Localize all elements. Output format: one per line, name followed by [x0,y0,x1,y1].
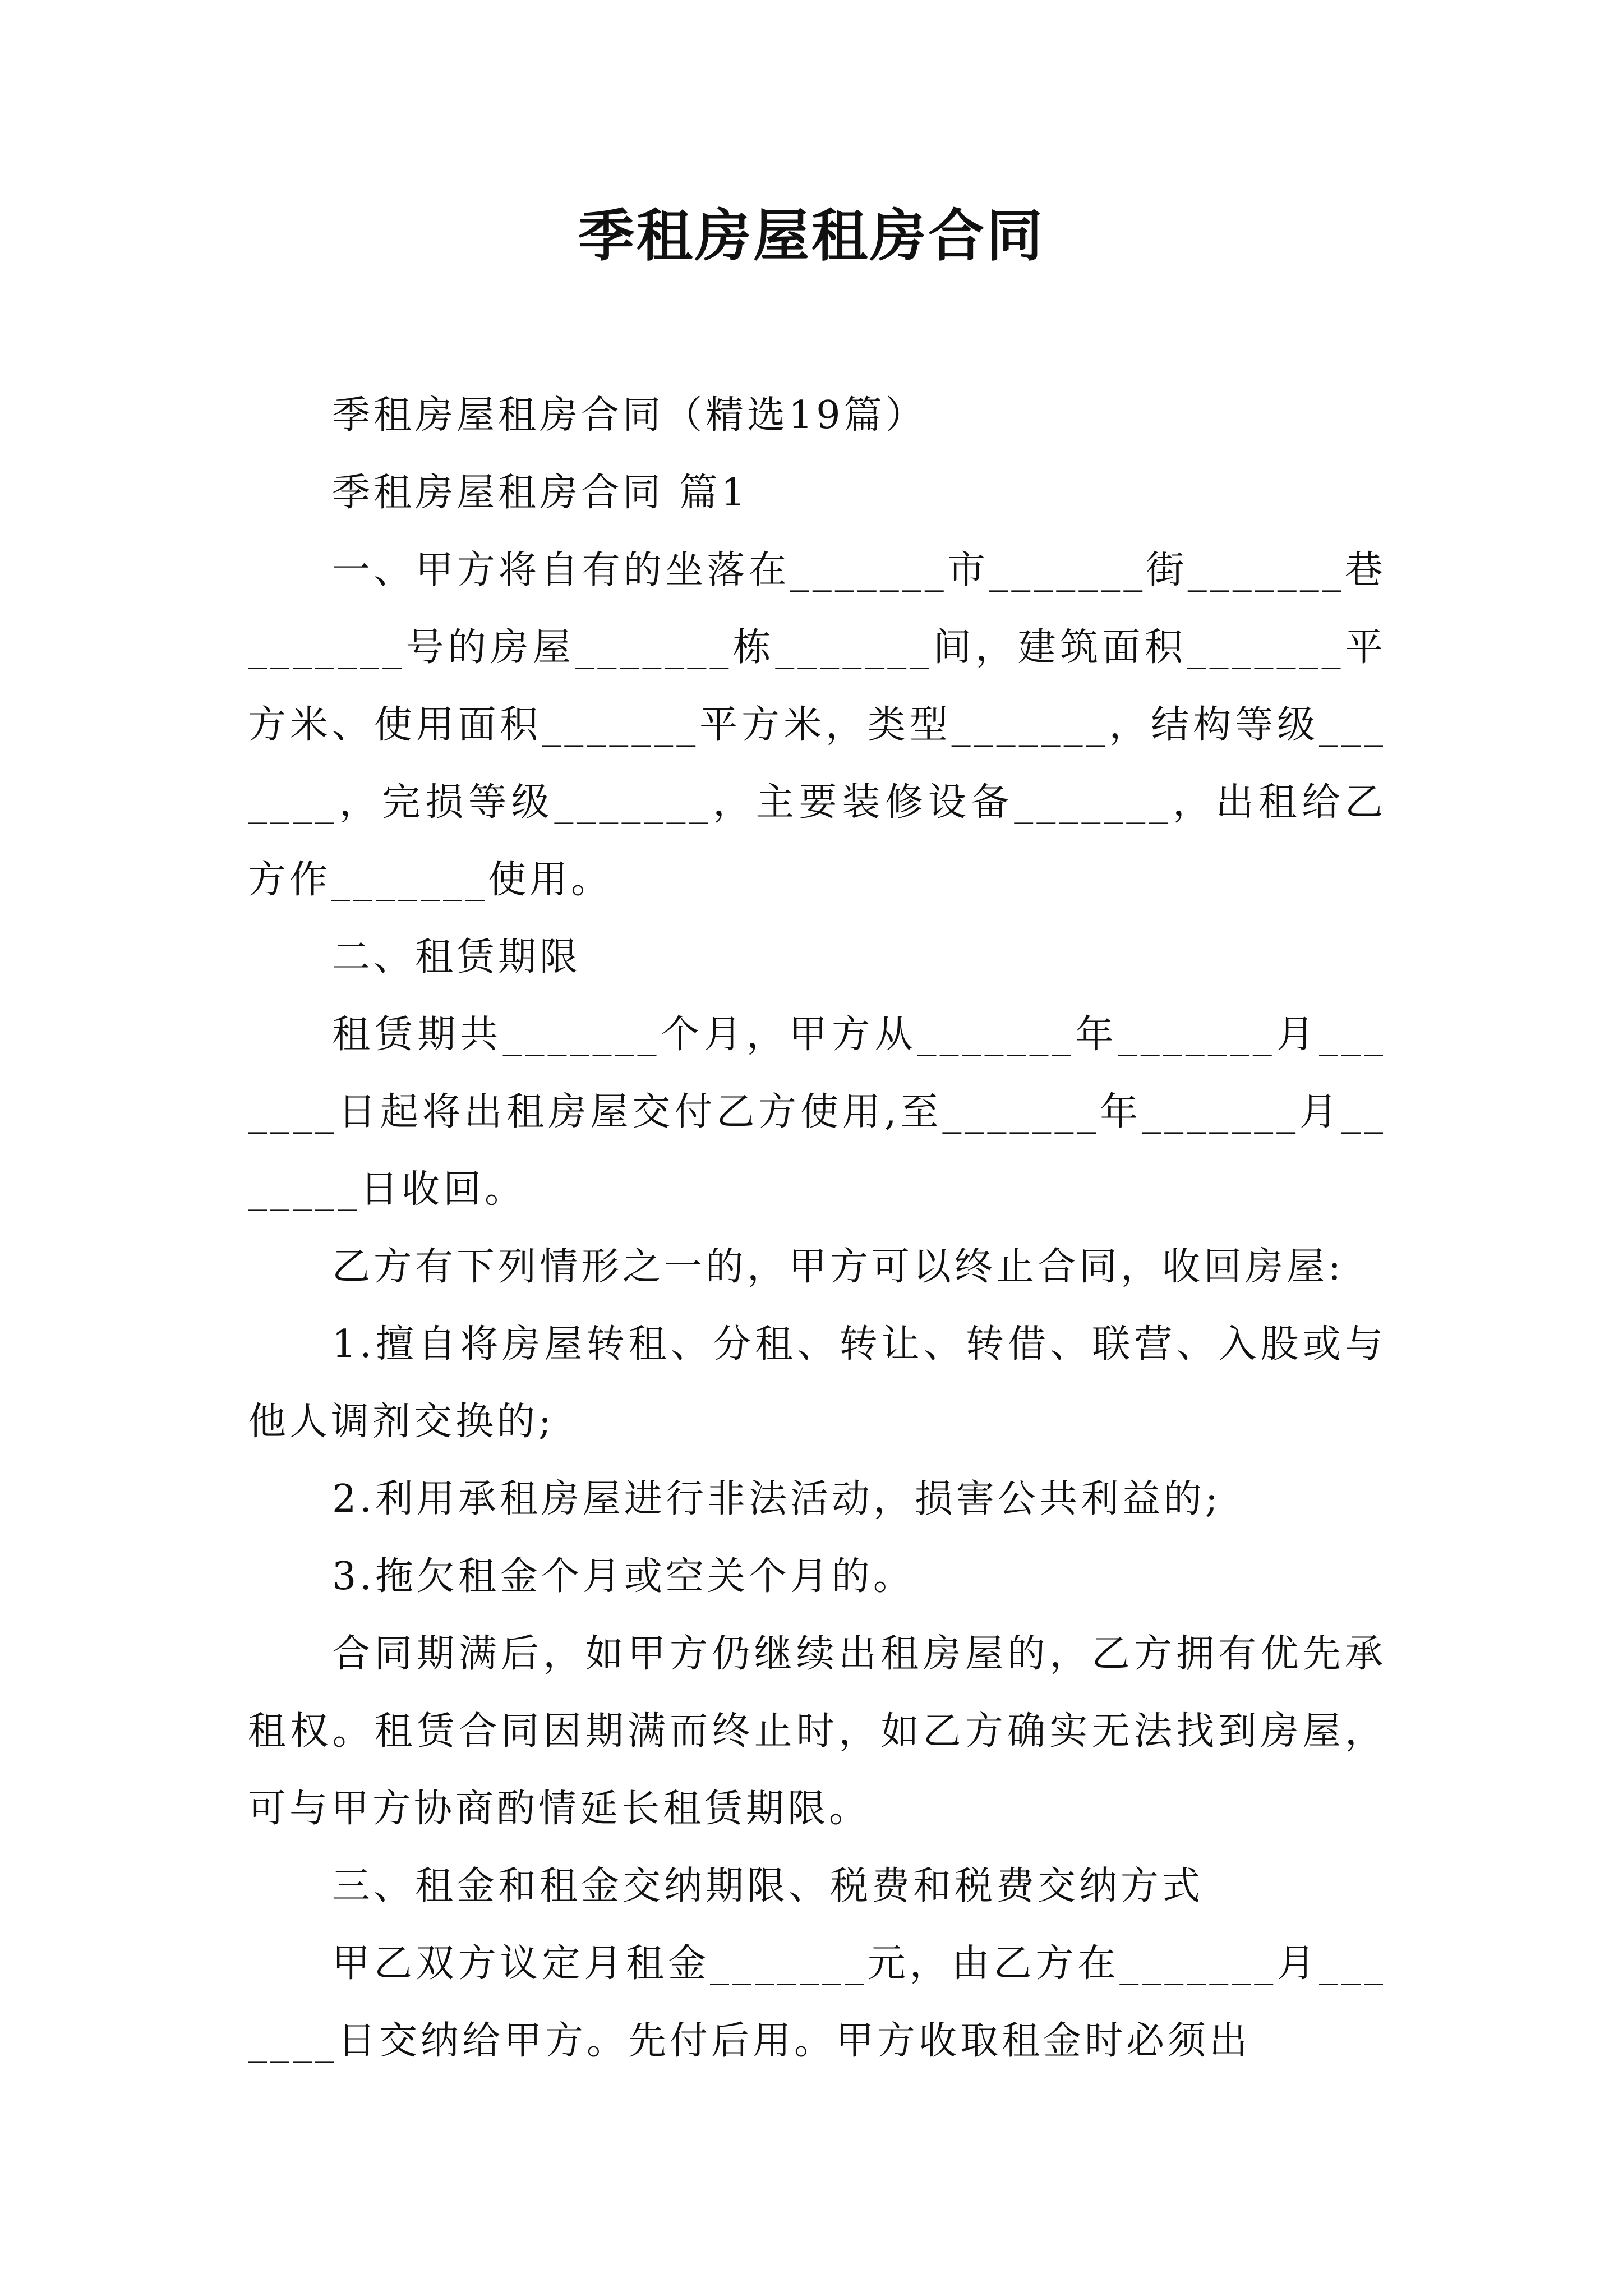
document-body [248,377,1386,2080]
paragraph-clause-2-heading: 二、租赁期限 [332,935,582,979]
paragraph-section-heading: 季租房屋租房合同 篇1 [332,471,749,515]
paragraph-subtitle: 季租房屋租房合同（精选19篇） [332,393,927,438]
paragraph-termination-intro: 乙方有下列情形之一的，甲方可以终止合同，收回房屋: [332,1245,1344,1289]
paragraph-lease-term: 租赁期共_______个月，甲方从_______年_______月_______日起将出租房屋交付乙方使用,至_______年_______月_______日收回。 [248,1013,1386,1212]
paragraph-renewal: 合同期满后，如甲方仍继续出租房屋的，乙方拥有优先承租权。租赁合同因期满而终止时，如乙方确实无法找到房屋，可与甲方协商酌情延长租赁期限。 [248,1632,1386,1831]
paragraph-clause-3-heading: 三、租金和租金交纳期限、税费和税费交纳方式 [332,1864,1204,1908]
paragraph-termination-item-3: 3.拖欠租金个月或空关个月的。 [332,1554,915,1599]
paragraph-clause-1: 一、甲方将自有的坐落在_______市_______街_______巷_______号的房屋_______栋_______间，建筑面积_______平方米、使用面积_______平方米，类型_______，结构等级_______，完损等级_______，主要装修设备_______，出租给乙方作_______使用。 [248,548,1386,902]
paragraph-rent-payment: 甲乙双方议定月租金_______元，由乙方在_______月_______日交纳给甲方。先付后用。甲方收取租金时必须出 [248,1941,1386,2063]
document-title: 季租房屋租房合同 [578,203,1045,269]
paragraph-termination-item-2: 2.利用承租房屋进行非法活动，损害公共利益的; [332,1477,1221,1521]
paragraph-termination-item-1: 1.擅自将房屋转租、分租、转让、转借、联营、入股或与他人调剂交换的; [248,1322,1386,1444]
